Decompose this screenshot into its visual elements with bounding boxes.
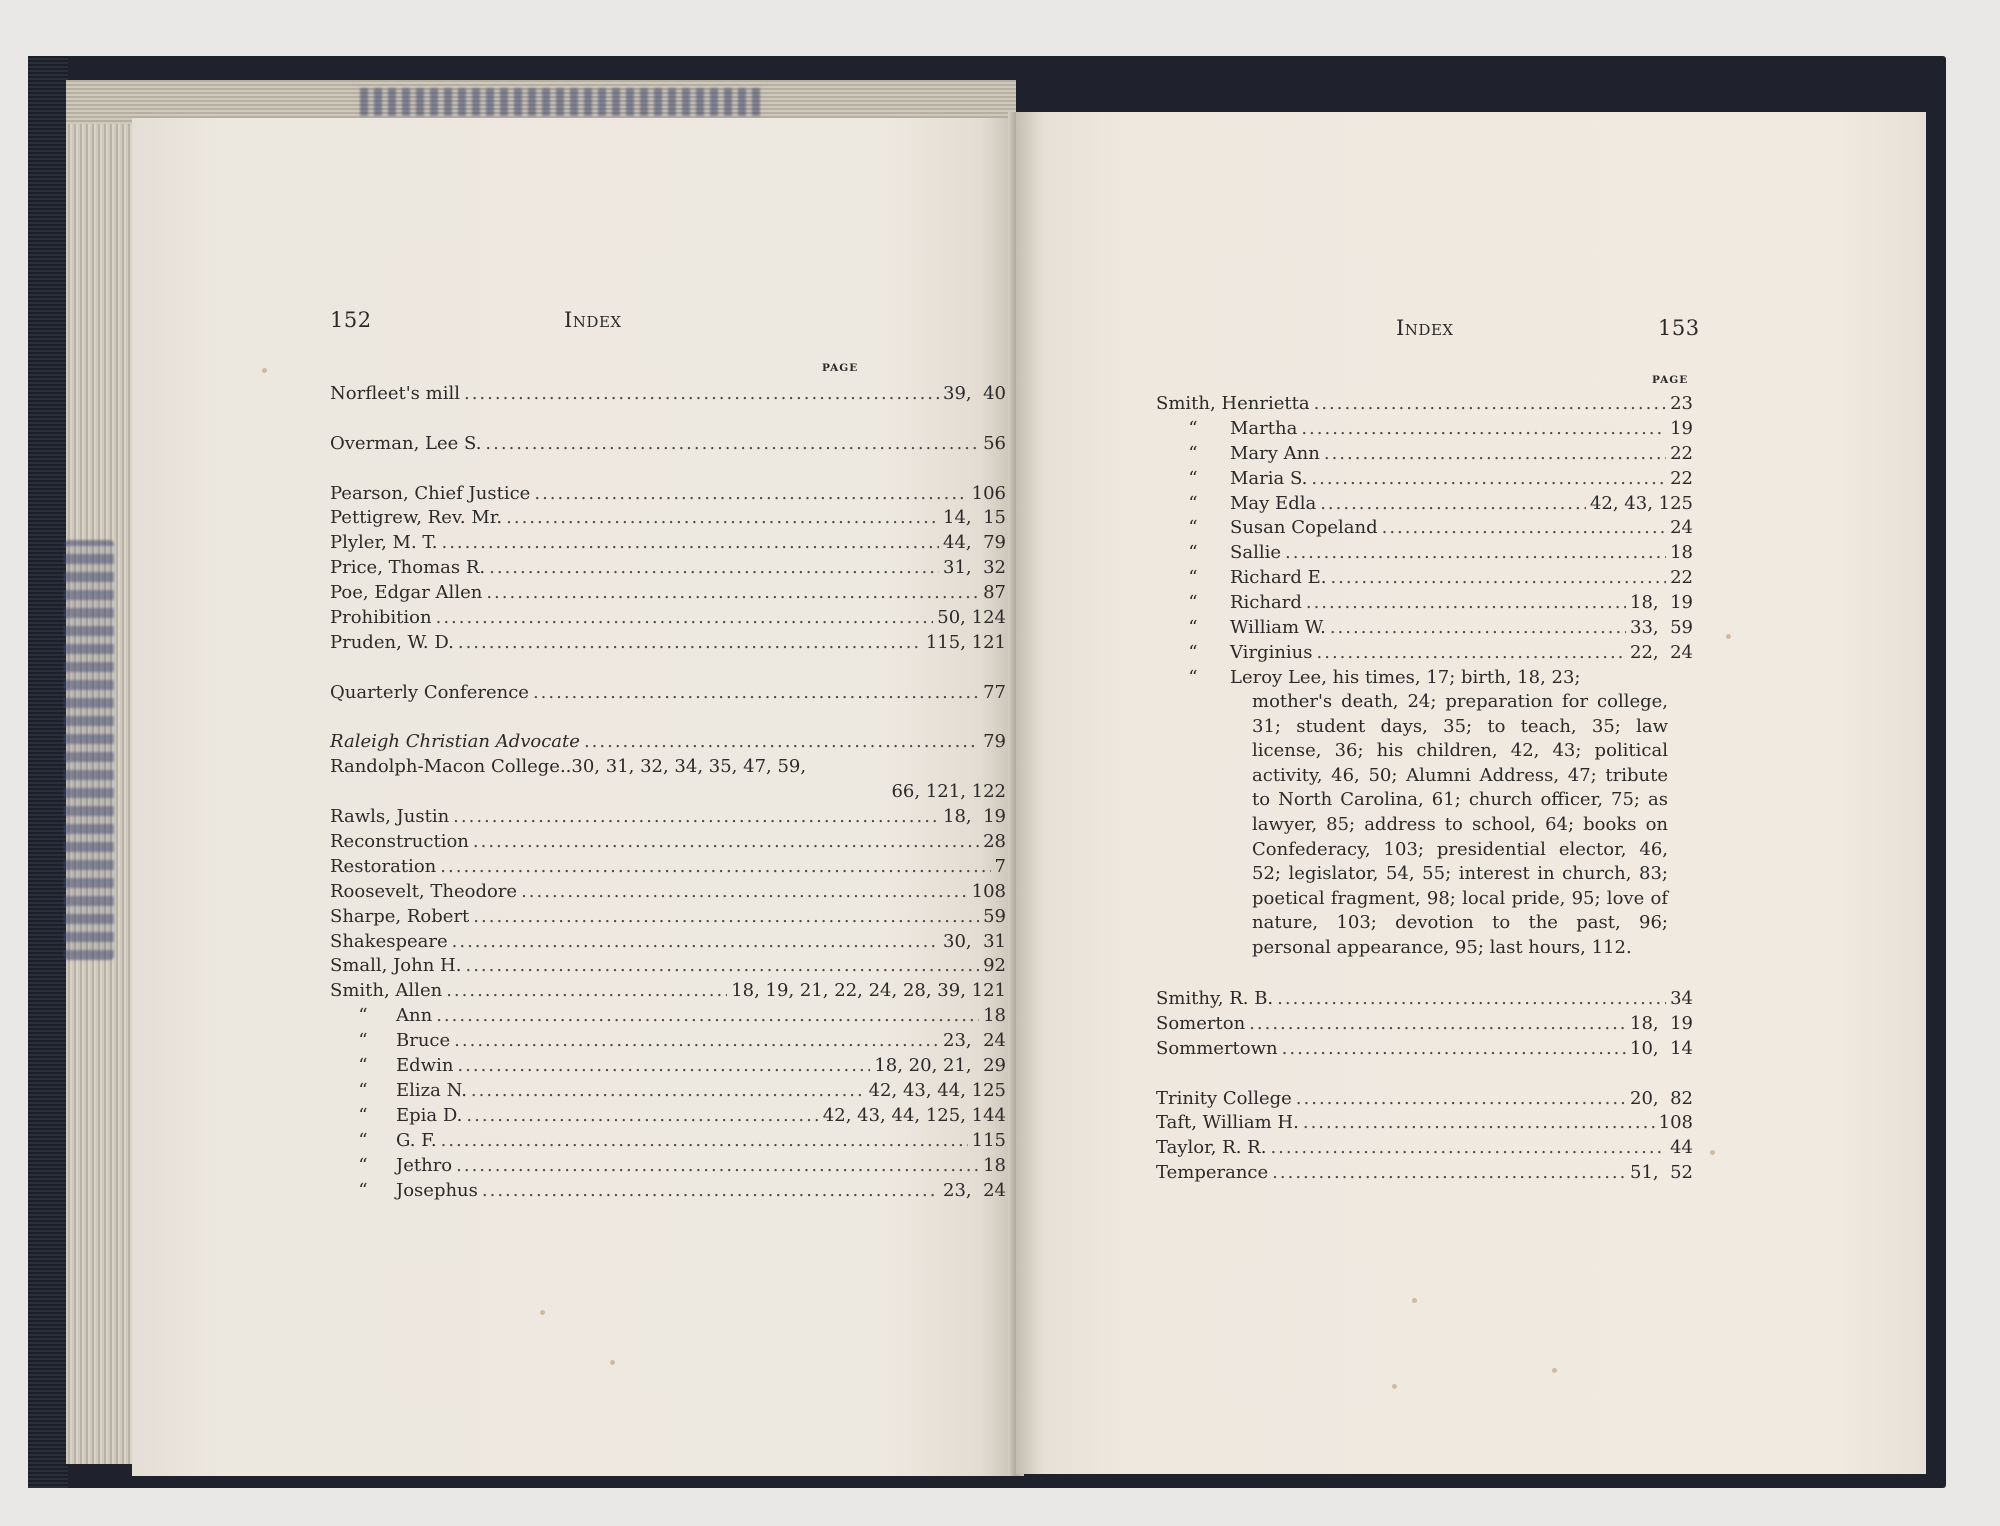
leader-dots (1317, 641, 1627, 666)
page-column-label-right: PAGE (1652, 374, 1689, 386)
entry-pages: 50, 124 (937, 607, 1006, 629)
leader-dots (1282, 1037, 1626, 1062)
ditto-mark: “ (1188, 567, 1198, 589)
leader-dots (457, 1054, 870, 1079)
leader-dots (446, 979, 727, 1004)
entry-pages: 20, 82 (1630, 1087, 1693, 1109)
index-entry (1156, 616, 1693, 641)
index-list-right (1156, 392, 1693, 666)
ditto-mark: “ (358, 1129, 368, 1151)
index-entry (330, 531, 1006, 556)
index-entry (330, 780, 1006, 805)
entry-name: Taylor, R. R. (1156, 1137, 1267, 1159)
index-entry (1156, 1111, 1693, 1136)
ditto-mark: “ (358, 1055, 368, 1077)
index-entry (330, 606, 1006, 631)
index-entry (1156, 541, 1693, 566)
entry-pages: 23, 24 (943, 1179, 1006, 1201)
entry-pages: 18, 20, 21, 29 (874, 1055, 1006, 1077)
index-entry (330, 556, 1006, 581)
foxing-speck (262, 368, 267, 373)
entry-pages: 42, 43, 125 (1589, 492, 1693, 514)
index-entry (330, 979, 1006, 1004)
entry-name: Maria S. (1230, 467, 1308, 489)
entry-pages: 23, 24 (943, 1030, 1006, 1052)
index-entry (330, 432, 1006, 457)
foxing-speck (1726, 634, 1731, 639)
entry-pages: 23 (1670, 393, 1693, 414)
right-page (1016, 112, 1926, 1474)
entry-pages: 7 (994, 855, 1006, 877)
leroy-first-line: Leroy Lee, his times, 17; birth, 18, 23; (1230, 667, 1581, 688)
index-entry (1156, 516, 1693, 541)
entry-pages: 106 (971, 482, 1006, 504)
entry-name: Martha (1230, 417, 1298, 439)
leader-dots (1306, 591, 1626, 616)
leader-dots (465, 954, 979, 979)
entry-pages: 22, 24 (1630, 641, 1693, 663)
entry-pages: 18, 19, 21, 22, 24, 28, 39, 121 (731, 980, 1006, 1002)
entry-name: Taft, William H. (1156, 1112, 1299, 1134)
leader-dots (1303, 1111, 1655, 1136)
leader-dots (473, 830, 979, 855)
entry-pages: 18 (1670, 542, 1693, 564)
leader-dots (506, 506, 939, 531)
foxing-speck (610, 1360, 615, 1365)
page-column-label-left: PAGE (822, 362, 859, 374)
entry-name: Eliza N. (396, 1079, 467, 1101)
index-entry (330, 830, 1006, 855)
ditto-mark: “ (358, 1005, 368, 1027)
index-entry (330, 631, 1006, 656)
leader-dots (464, 382, 939, 407)
index-entry (1156, 1012, 1693, 1037)
ditto-mark: “ (358, 1154, 368, 1176)
index-entry (1156, 591, 1693, 616)
entry-pages: 42, 43, 44, 125 (868, 1079, 1006, 1101)
entry-pages: 28 (983, 831, 1006, 853)
ditto-mark: “ (1188, 467, 1198, 489)
entry-pages: 77 (983, 681, 1006, 703)
book-spine-edge (28, 56, 68, 1488)
entry-pages: 30, 31 (943, 930, 1006, 952)
entry-name: William W. (1230, 617, 1326, 639)
entry-name: Poe, Edgar Allen (330, 582, 483, 604)
entry-name: Price, Thomas R. (330, 557, 486, 579)
entry-pages: 92 (983, 955, 1006, 977)
foxing-speck (1392, 1384, 1397, 1389)
ink-stain (64, 540, 114, 960)
leader-dots (1301, 417, 1666, 442)
index-entry (330, 1054, 1006, 1079)
entry-name: Small, John H. (330, 955, 462, 977)
entry-name: Raleigh Christian Advocate (330, 731, 580, 753)
entry-name: Randolph-Macon College..30, 31, 32, 34, 35, 47, 59, (330, 756, 807, 778)
entry-pages: 33, 59 (1630, 617, 1693, 639)
ditto-mark: “ (358, 1079, 368, 1101)
entry-name: Pettigrew, Rev. Mr. (330, 507, 503, 529)
entry-pages: 39, 40 (943, 383, 1006, 404)
entry-pages: 18, 19 (1630, 592, 1693, 614)
entry-name: Ann (396, 1005, 433, 1027)
entry-pages: 51, 52 (1630, 1162, 1693, 1184)
index-entry (330, 755, 1006, 780)
entry-name: Sharpe, Robert (330, 905, 470, 927)
entry-pages: 18, 19 (1630, 1012, 1693, 1034)
leader-dots (454, 1029, 939, 1054)
entry-pages: 79 (983, 731, 1006, 753)
leader-dots (489, 556, 939, 581)
entry-pages: 87 (983, 582, 1006, 604)
foxing-speck (1412, 1298, 1417, 1303)
leader-dots (584, 730, 979, 755)
entry-name: Richard E. (1230, 567, 1327, 589)
index-entry (330, 805, 1006, 830)
entry-name: Restoration (330, 855, 437, 877)
page-number-left: 152 (330, 308, 372, 332)
entry-pages: 10, 14 (1630, 1037, 1693, 1059)
entry-name: Pearson, Chief Justice (330, 482, 531, 504)
entry-name: Rawls, Justin (330, 806, 450, 828)
leader-dots (521, 880, 968, 905)
entry-pages: 18 (983, 1005, 1006, 1027)
index-entry (330, 1029, 1006, 1054)
entry-name: Overman, Lee S. (330, 432, 482, 454)
entry-name: Epia D. (396, 1104, 463, 1126)
running-head-text: Index (564, 308, 622, 332)
index-entry (330, 1104, 1006, 1129)
leader-dots (1296, 1087, 1626, 1112)
entry-name: Trinity College (1156, 1087, 1292, 1109)
leader-dots (1249, 1012, 1626, 1037)
running-head-left (564, 308, 622, 332)
leader-dots (1285, 541, 1666, 566)
entry-name: Susan Copeland (1230, 517, 1378, 539)
entry-pages: 42, 43, 44, 125, 144 (822, 1104, 1006, 1126)
entry-name: Pruden, W. D. (330, 631, 454, 653)
leader-dots (1324, 442, 1666, 467)
index-entry (1156, 566, 1693, 591)
ditto-mark: “ (358, 1030, 368, 1052)
entry-name: Shakespeare (330, 930, 448, 952)
index-entry (1156, 442, 1693, 467)
foxing-speck (1710, 1150, 1715, 1155)
leader-dots (1270, 1136, 1666, 1161)
index-entry (330, 930, 1006, 955)
ditto-mark: “ (1188, 617, 1198, 639)
leader-dots (466, 1104, 818, 1129)
entry-pages: 22 (1670, 467, 1693, 489)
entry-name: Temperance (1156, 1162, 1269, 1184)
leader-dots (534, 482, 967, 507)
leader-dots (485, 432, 979, 457)
entry-name: Mary Ann (1230, 442, 1320, 464)
leader-dots (1311, 467, 1666, 492)
leader-dots (441, 531, 939, 556)
entry-pages: 108 (1658, 1112, 1693, 1134)
index-entry (330, 880, 1006, 905)
ditto-mark: “ (1188, 542, 1198, 564)
ditto-mark: “ (1188, 667, 1198, 688)
entry-name: Norfleet's mill (330, 383, 460, 404)
entry-pages: 14, 15 (943, 507, 1006, 529)
index-entry (330, 581, 1006, 606)
entry-name: Richard (1230, 592, 1302, 614)
index-entry (330, 1004, 1006, 1029)
index-entry (330, 382, 1006, 407)
ditto-mark: “ (358, 1179, 368, 1201)
index-entry (1156, 392, 1693, 417)
ditto-mark: “ (358, 1104, 368, 1126)
entry-name: Josephus (396, 1179, 478, 1201)
foxing-speck (540, 1310, 545, 1315)
leader-dots (473, 905, 979, 930)
leader-dots (1330, 616, 1626, 641)
index-entry (330, 855, 1006, 880)
entry-name: Smithy, R. B. (1156, 988, 1274, 1009)
index-list-right-lower (1156, 987, 1693, 1186)
leader-dots (436, 1004, 979, 1029)
ditto-mark: “ (1188, 417, 1198, 439)
entry-name: G. F. (396, 1129, 437, 1151)
entry-name: Sallie (1230, 542, 1281, 564)
running-head-right (1396, 316, 1454, 340)
index-entry (330, 1179, 1006, 1204)
leader-dots (482, 1179, 939, 1204)
index-entry (330, 730, 1006, 755)
entry-name: Roosevelt, Theodore (330, 880, 518, 902)
index-entry (1156, 1136, 1693, 1161)
ditto-mark: “ (1188, 592, 1198, 614)
leader-dots (458, 631, 922, 656)
entry-pages: 66, 121, 122 (891, 781, 1006, 803)
leader-dots (533, 681, 979, 706)
page-number-right: 153 (1658, 316, 1700, 340)
entry-pages: 108 (971, 880, 1006, 902)
index-entry (330, 905, 1006, 930)
entry-name: Somerton (1156, 1012, 1246, 1034)
leroy-entry-body: mother's death, 24; preparation for college, 31; student days, 35; to teach, 35; law license, 36; his children, 42, 43; political activity, 46, 50; Alumni Address, 47; tribute to North Carolina, 61; church officer, 75; as lawyer, 85; address to school, 64; books on Confederacy, 103; presidential elector, 46, 52; legislator, 54, 55; interest in church, 83; poetical fragment, 98; local pride, 95; love of nature, 103; devotion to the past, 96; personal appearance, 95; last hours, 112. (1252, 691, 1668, 958)
entry-name: Reconstruction (330, 831, 469, 853)
entry-pages: 18, 19 (943, 806, 1006, 828)
index-list-left (330, 382, 1006, 1203)
foxing-speck (1552, 1368, 1557, 1373)
index-entry (330, 954, 1006, 979)
entry-name: Edwin (396, 1055, 454, 1077)
entry-name: Smith, Allen (330, 980, 443, 1002)
entry-name: Sommertown (1156, 1037, 1278, 1059)
index-entry (1156, 1037, 1693, 1062)
leader-dots (441, 1129, 968, 1154)
index-entry (1156, 1161, 1693, 1186)
entry-pages: 44, 79 (943, 532, 1006, 554)
ink-stain-top (360, 88, 760, 116)
entry-pages: 56 (983, 432, 1006, 454)
entry-name: May Edla (1230, 492, 1317, 514)
entry-name: Smith, Henrietta (1156, 393, 1310, 414)
entry-pages: 59 (983, 905, 1006, 927)
entry-pages: 44 (1670, 1137, 1693, 1159)
left-page (132, 118, 1016, 1476)
leader-dots (456, 1154, 979, 1179)
ditto-mark: “ (1188, 442, 1198, 464)
leader-dots (1277, 987, 1666, 1012)
index-entry (1156, 641, 1693, 666)
running-head-text: Index (1396, 316, 1454, 340)
leader-dots (452, 930, 939, 955)
leader-dots (1382, 516, 1666, 541)
entry-pages: 22 (1670, 567, 1693, 589)
index-entry (1156, 987, 1693, 1012)
leader-dots (1272, 1161, 1626, 1186)
index-entry (330, 482, 1006, 507)
entry-name: Prohibition (330, 607, 432, 629)
entry-pages: 115 (971, 1129, 1006, 1151)
entry-pages: 19 (1670, 417, 1693, 439)
entry-name: Plyler, M. T. (330, 532, 438, 554)
entry-name: Virginius (1230, 641, 1313, 663)
leader-dots (1314, 392, 1667, 417)
entry-name: Quarterly Conference (330, 681, 529, 703)
entry-pages: 18 (983, 1154, 1006, 1176)
leroy-entry-first-line (1156, 666, 1693, 691)
index-entry (1156, 467, 1693, 492)
leader-dots (1330, 566, 1666, 591)
ditto-mark: “ (1188, 517, 1198, 539)
index-entry (1156, 1087, 1693, 1112)
leader-dots (440, 855, 990, 880)
index-entry (330, 681, 1006, 706)
index-entry (330, 1154, 1006, 1179)
ditto-mark: “ (1188, 492, 1198, 514)
entry-pages: 31, 32 (943, 557, 1006, 579)
leader-dots (486, 581, 979, 606)
leader-dots (1320, 492, 1586, 517)
leader-dots (436, 606, 934, 631)
ditto-mark: “ (1188, 641, 1198, 663)
entry-pages: 22 (1670, 442, 1693, 464)
leader-dots (453, 805, 939, 830)
index-entry (330, 506, 1006, 531)
entry-pages: 34 (1670, 988, 1693, 1009)
index-entry (330, 1129, 1006, 1154)
entry-name: Bruce (396, 1030, 451, 1052)
index-entry (1156, 492, 1693, 517)
entry-name: Jethro (396, 1154, 453, 1176)
index-entry (330, 1079, 1006, 1104)
entry-pages: 115, 121 (925, 631, 1006, 653)
entry-pages: 24 (1670, 517, 1693, 539)
index-entry (1156, 417, 1693, 442)
leader-dots (471, 1079, 865, 1104)
